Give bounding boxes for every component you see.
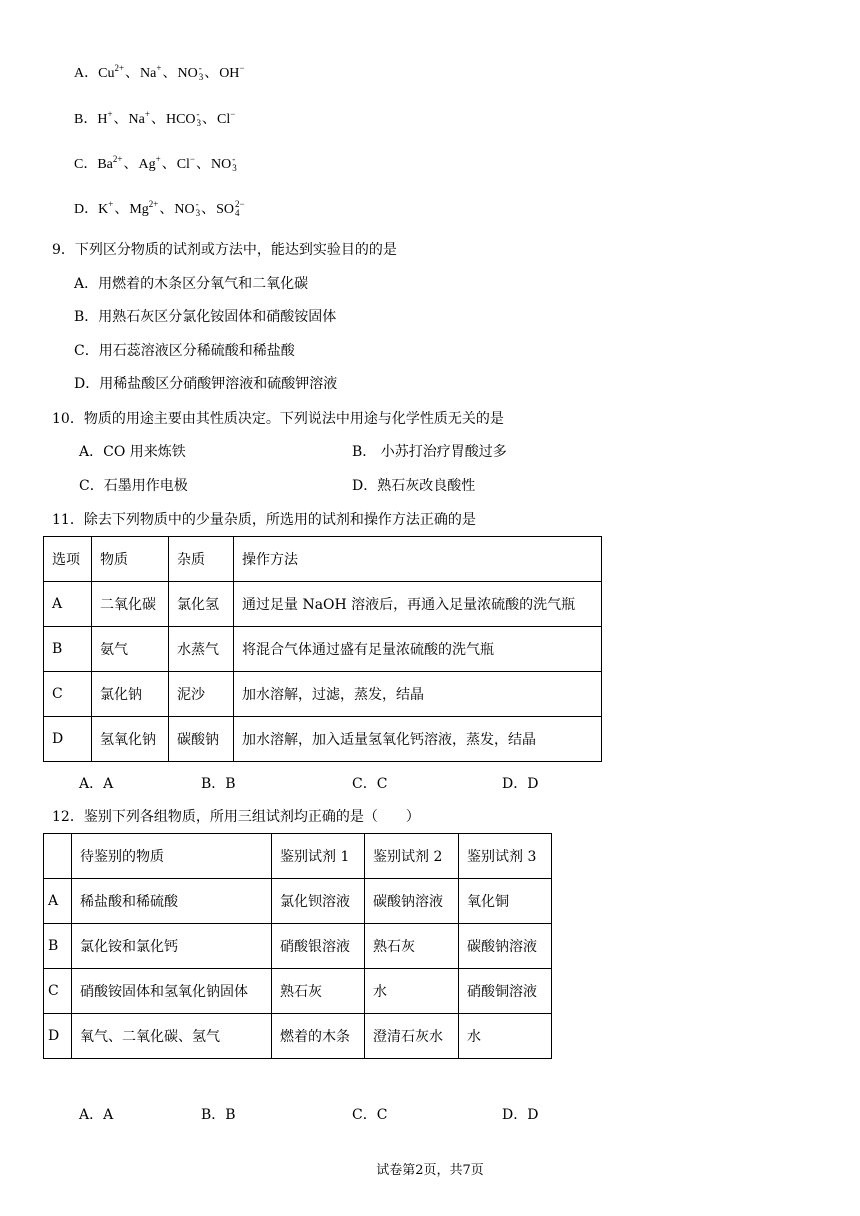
separator: 、 (162, 66, 177, 81)
q12-stem: 12．鉴别下列各组物质，所用三组试剂均正确的是（ ） (52, 809, 420, 825)
table-cell: 澄清石灰水 (365, 1014, 459, 1059)
table-cell: 氯化钠 (92, 672, 169, 717)
separator: 、 (114, 202, 129, 217)
table-cell: C (44, 672, 92, 717)
table-cell: 泥沙 (169, 672, 234, 717)
q9-option-c: C．用石蕊溶液区分稀硫酸和稀盐酸 (74, 343, 295, 359)
ion-formula: Cl− (176, 154, 195, 172)
table-cell: 通过足量 NaOH 溶液后，再通入足量浓硫酸的洗气瓶 (234, 582, 602, 627)
q12-option-c: C．C (352, 1107, 388, 1123)
ion-formula: Na+ (140, 63, 162, 81)
header-cell: 鉴别试剂 1 (272, 834, 365, 879)
q10-stem: 10．物质的用途主要由其性质决定。下列说法中用途与化学性质无关的是 (52, 411, 504, 427)
separator: 、 (196, 157, 210, 172)
table-cell: B (44, 924, 72, 969)
table-cell: 氯化钡溶液 (272, 879, 365, 924)
table-cell: D (44, 1014, 72, 1059)
ion-formula: Cl− (217, 109, 236, 127)
table-cell: 氯化铵和氯化钙 (72, 924, 272, 969)
separator: 、 (204, 66, 219, 81)
table-cell: 氧化铜 (459, 879, 552, 924)
ion-list (98, 62, 245, 82)
table-header-row (44, 834, 552, 879)
separator: 、 (113, 112, 128, 127)
option-label: C． (74, 157, 98, 172)
table-cell: 氨气 (92, 627, 169, 672)
option-label: A． (74, 66, 99, 81)
ion-formula: H+ (97, 109, 113, 127)
table-cell: A (44, 879, 72, 924)
table-cell: 碳酸钠溶液 (365, 879, 459, 924)
q9-option-a: A．用燃着的木条区分氧气和二氧化碳 (74, 276, 309, 292)
header-cell: 物质 (92, 537, 169, 582)
table-cell: 水 (459, 1014, 552, 1059)
table-row (44, 969, 552, 1014)
ion-formula: NO - 3 (174, 198, 201, 218)
table-row (44, 672, 602, 717)
q10-option-b: B． 小苏打治疗胃酸过多 (352, 444, 507, 460)
ion-formula: OH− (219, 63, 245, 81)
q8-option-b (74, 110, 235, 130)
page-footer: 试卷第2页，共7页 (376, 1163, 484, 1178)
table-row (44, 627, 602, 672)
table-cell: D (44, 717, 92, 762)
table-cell: 加水溶解，过滤，蒸发，结晶 (234, 672, 602, 717)
ion-formula: NO - 3 (177, 62, 204, 82)
table-row (44, 717, 602, 762)
table-cell: 稀盐酸和稀硫酸 (72, 879, 272, 924)
table-cell: 硝酸银溶液 (272, 924, 365, 969)
header-cell: 杂质 (169, 537, 234, 582)
ion-list (98, 198, 245, 218)
table-cell: 加水溶解，加入适量氢氧化钙溶液，蒸发，结晶 (234, 717, 602, 762)
ion-formula: HCO - 3 (165, 108, 202, 128)
table-cell: 碳酸钠溶液 (459, 924, 552, 969)
table-cell: 硝酸铵固体和氢氧化钠固体 (72, 969, 272, 1014)
q12-option-b: B．B (201, 1107, 236, 1123)
table-row (44, 879, 552, 924)
q9-option-b: B．用熟石灰区分氯化铵固体和硝酸铵固体 (74, 309, 337, 325)
q8-option-d (74, 200, 245, 220)
q8-option-a (74, 64, 245, 84)
table-cell: 水蒸气 (169, 627, 234, 672)
ion-formula: $Ba^{2+}$ (97, 154, 123, 172)
table-cell: A (44, 582, 92, 627)
table-cell: B (44, 627, 92, 672)
separator: 、 (202, 112, 217, 127)
table-cell: 熟石灰 (365, 924, 459, 969)
separator: 、 (150, 112, 165, 127)
header-cell: 选项 (44, 537, 92, 582)
ion-formula: Ag+ (138, 154, 161, 172)
ion-formula: NO - 3 (211, 153, 237, 173)
q9-stem: 9．下列区分物质的试剂或方法中，能达到实验目的的是 (52, 242, 397, 258)
q11-table (43, 536, 602, 762)
q10-option-c: C．石墨用作电极 (79, 478, 188, 494)
ion-formula: $Cu^{2+}$ (98, 63, 125, 81)
q11-option-a: A．A (79, 776, 114, 792)
header-cell: 操作方法 (234, 537, 602, 582)
q11-option-d: D．D (502, 776, 539, 792)
table-row (44, 1014, 552, 1059)
ion-list (97, 153, 237, 173)
table-cell: 熟石灰 (272, 969, 365, 1014)
table-cell: C (44, 969, 72, 1014)
q12-table (43, 833, 552, 1059)
header-cell: 待鉴别的物质 (72, 834, 272, 879)
option-label: B． (74, 112, 98, 127)
table-cell: 碳酸钠 (169, 717, 234, 762)
table-cell: 氢氧化钠 (92, 717, 169, 762)
table-cell: 硝酸铜溶液 (459, 969, 552, 1014)
q9-option-d: D．用稀盐酸区分硝酸钾溶液和硫酸钾溶液 (74, 376, 338, 392)
q10-option-a: A．CO 用来炼铁 (79, 444, 186, 460)
q11-stem: 11．除去下列物质中的少量杂质，所选用的试剂和操作方法正确的是 (52, 512, 476, 528)
table-cell: 燃着的木条 (272, 1014, 365, 1059)
ion-formula: SO 2− 4 (216, 198, 245, 218)
header-cell: 鉴别试剂 2 (365, 834, 459, 879)
ion-list (97, 108, 236, 128)
separator: 、 (161, 157, 176, 172)
table-header-row (44, 537, 602, 582)
q12-option-d: D．D (502, 1107, 539, 1123)
table-cell: 将混合气体通过盛有足量浓硫酸的洗气瓶 (234, 627, 602, 672)
separator: 、 (123, 157, 138, 172)
q11-option-c: C．C (352, 776, 388, 792)
table-cell: 氧气、二氧化碳、氢气 (72, 1014, 272, 1059)
q10-option-d: D．熟石灰改良酸性 (352, 478, 476, 494)
separator: 、 (201, 202, 216, 217)
q8-option-c (74, 155, 237, 175)
q11-option-b: B．B (201, 776, 236, 792)
table-cell: 水 (365, 969, 459, 1014)
option-label: D． (74, 202, 99, 217)
table-cell: 二氧化碳 (92, 582, 169, 627)
ion-formula: $Mg^{2+}$ (129, 199, 159, 217)
q12-option-a: A．A (79, 1107, 114, 1123)
header-cell: 鉴别试剂 3 (459, 834, 552, 879)
separator: 、 (159, 202, 174, 217)
table-row (44, 924, 552, 969)
table-row (44, 582, 602, 627)
ion-formula: K+ (98, 199, 114, 217)
table-cell: 氯化氢 (169, 582, 234, 627)
ion-formula: Na+ (128, 109, 150, 127)
separator: 、 (125, 66, 140, 81)
header-cell (44, 834, 72, 879)
